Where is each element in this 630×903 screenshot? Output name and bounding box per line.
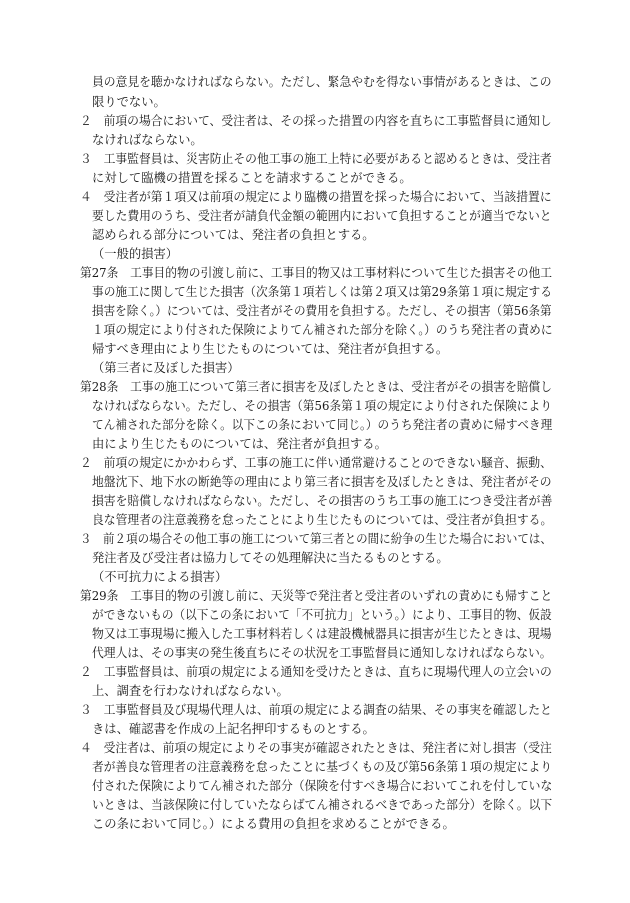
text-line: ４ 受注者は、前項の規定によりその事実が確認されたときは、発注者に対し損害（受注: [80, 741, 552, 755]
text-line: 認められる部分については、発注者の負担とする。: [92, 228, 375, 242]
text-line: ができないもの（以下この条において「不可抗力」という。）により、工事目的物、仮設: [92, 608, 552, 622]
text-line: 物又は工事現場に搬入した工事材料若しくは建設機械器具に損害が生じたときは、現場: [92, 627, 552, 641]
text-line: 要した費用のうち、受注者が請負代金額の範囲内において負担することが適当でないと: [92, 209, 552, 223]
text-line: 代理人は、その事実の発生後直ちにその状況を工事監督員に通知しなければならない。: [92, 646, 552, 660]
text-line: 地盤沈下、地下水の断絶等の理由により第三者に損害を及ぼしたときは、発注者がその: [92, 475, 552, 489]
text-line: 帰すべき理由により生じたものについては、発注者が負担する。: [92, 342, 449, 356]
text-line: 第27条 工事目的物の引渡し前に、工事目的物又は工事材料について生じた損害その他工: [80, 266, 552, 280]
text-line: ３ 前２項の場合その他工事の施工について第三者との間に紛争の生じた場合においては、: [80, 532, 552, 546]
text-line: ２ 工事監督員は、前項の規定による通知を受けたときは、直ちに現場代理人の立会いの: [80, 665, 552, 679]
text-line: ２ 前項の規定にかかわらず、工事の施工に伴い通常避けることのできない騒音、振動、: [80, 456, 552, 470]
text-line: なければならない。ただし、その損害（第56条第１項の規定により付された保険により: [92, 399, 552, 413]
text-line: なければならない。: [92, 133, 203, 147]
text-line: 者が善良な管理者の注意義務を怠ったことに基づくもの及び第56条第１項の規定により: [92, 760, 552, 774]
text-line: ２ 前項の場合において、受注者は、その採った措置の内容を直ちに工事監督員に通知し: [80, 114, 552, 128]
text-line: 員の意見を聴かなければならない。ただし、緊急やむを得ない事情があるときは、この: [92, 75, 552, 89]
text-line: 限りでない。: [92, 95, 166, 109]
text-line: てん補された部分を除く。以下この条において同じ。）のうち発注者の責めに帰すべき理: [92, 418, 553, 432]
text-line: この条において同じ。）による費用の負担を求めることができる。: [92, 817, 455, 831]
text-line: 事の施工に関して生じた損害（次条第１項若しくは第２項又は第29条第１項に規定する: [92, 285, 552, 299]
text-line: １項の規定により付された保険によりてん補された部分を除く。）のうち発注者の責めに: [92, 323, 553, 337]
text-line: 損害を賠償しなければならない。ただし、その損害のうち工事の施工につき受注者が善: [92, 494, 553, 508]
article-heading: （一般的損害）: [92, 247, 179, 261]
text-line: ３ 工事監督員は、災害防止その他工事の施工上特に必要があると認めるときは、受注者: [80, 152, 552, 166]
text-line: ４ 受注者が第１項又は前項の規定により臨機の措置を採った場合において、当該措置に: [80, 190, 552, 204]
article-heading: （不可抗力による損害）: [92, 570, 228, 584]
text-line: 第29条 工事目的物の引渡し前に、天災等で発注者と受注者のいずれの責めにも帰すこと: [80, 589, 553, 603]
text-line: 良な管理者の注意義務を怠ったことにより生じたものについては、受注者が負担する。: [92, 513, 553, 527]
article-heading: （第三者に及ぼした損害）: [92, 361, 240, 375]
text-line: ３ 工事監督員及び現場代理人は、前項の規定による調査の結果、その事実を確認したと: [80, 703, 552, 717]
text-line: 発注者及び受注者は協力してその処理解決に当たるものとする。: [92, 551, 449, 565]
text-line: 第28条 工事の施工について第三者に損害を及ぼしたときは、受注者がその損害を賠償し: [80, 380, 552, 394]
text-line: 上、調査を行わなければならない。: [92, 684, 289, 698]
text-line: いときは、当該保険に付していたならばてん補されるべきであった部分）を除く。以下: [92, 798, 553, 812]
text-line: 付された保険によりてん補された部分（保険を付すべき場合においてこれを付していな: [92, 779, 553, 793]
text-line: 損害を除く。）については、受注者がその費用を負担する。ただし、その損害（第56条第: [92, 304, 552, 318]
text-line: 由により生じたものについては、発注者が負担する。: [92, 437, 387, 451]
text-line: きは、確認書を作成の上記名押印するものとする。: [92, 722, 375, 736]
text-line: に対して臨機の措置を採ることを請求することができる。: [92, 171, 412, 185]
